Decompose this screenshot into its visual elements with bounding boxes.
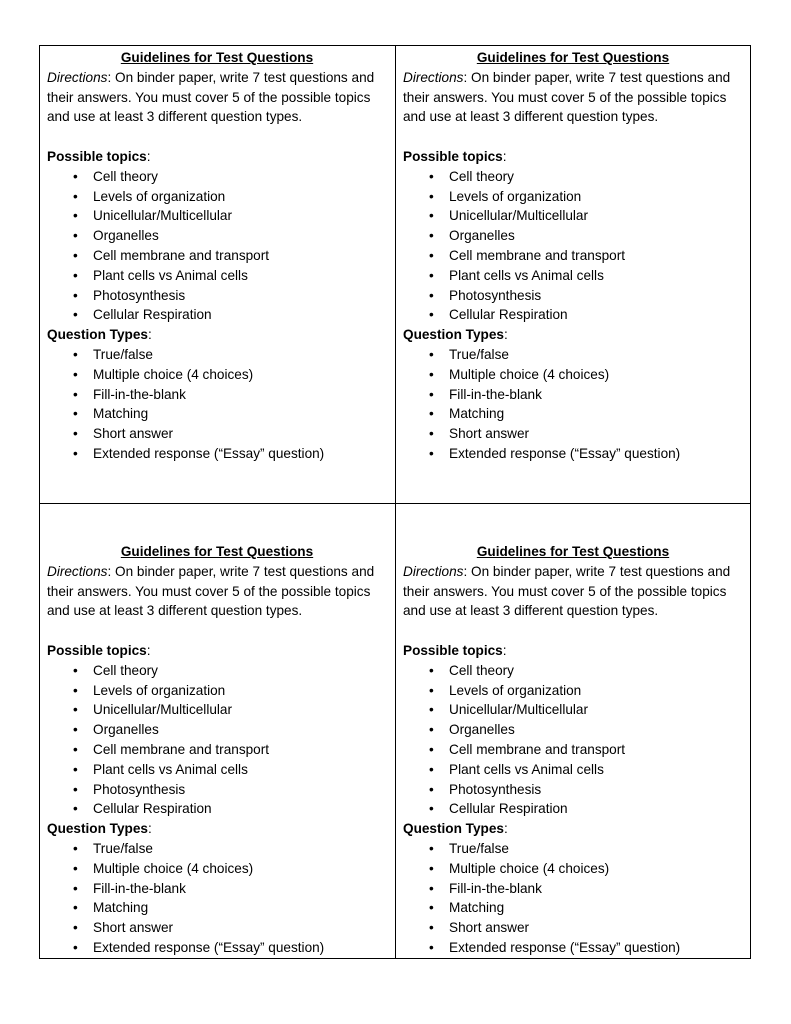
question-type-item	[403, 839, 743, 859]
directions-text: : On binder paper, write 7 test questions and their answers. You must cover 5 of the possible topics and use at least 3 different question types.	[47, 69, 375, 125]
bullet-icon: •	[73, 722, 78, 738]
question-type-item	[403, 424, 743, 444]
directions-label: Directions	[403, 69, 464, 85]
topics-heading	[403, 147, 743, 167]
question-types-list	[403, 839, 743, 958]
item-text: Short answer	[93, 426, 174, 442]
question-type-item	[47, 424, 387, 444]
bullet-icon: •	[429, 722, 434, 738]
question-type-item	[403, 938, 743, 958]
bullet-icon: •	[429, 287, 434, 303]
guideline-card	[47, 542, 387, 958]
item-text: Cell theory	[93, 662, 158, 678]
directions-paragraph	[403, 562, 743, 621]
item-text: Plant cells vs Animal cells	[93, 761, 248, 777]
bullet-icon: •	[429, 662, 434, 678]
topic-item	[403, 246, 743, 266]
bullet-icon: •	[73, 287, 78, 303]
question-types-heading	[47, 325, 387, 345]
guideline-card	[403, 542, 743, 958]
question-types-list	[47, 839, 387, 958]
item-text: Short answer	[93, 920, 174, 936]
question-types-heading	[403, 819, 743, 839]
item-text: Extended response (“Essay” question)	[449, 445, 681, 461]
bullet-icon: •	[73, 267, 78, 283]
topics-list	[403, 167, 743, 325]
topics-list	[47, 167, 387, 325]
item-text: Photosynthesis	[449, 287, 542, 303]
bullet-icon: •	[429, 801, 434, 817]
topics-list	[47, 661, 387, 819]
topic-item	[403, 780, 743, 800]
directions-text: : On binder paper, write 7 test questions and their answers. You must cover 5 of the possible topics and use at least 3 different question types.	[403, 69, 731, 125]
item-text: Matching	[449, 900, 505, 916]
bullet-icon: •	[73, 662, 78, 678]
item-text: Organelles	[93, 722, 159, 738]
topic-item	[403, 740, 743, 760]
topic-item	[403, 681, 743, 701]
question-type-item	[47, 918, 387, 938]
topics-heading	[403, 641, 743, 661]
topics-heading	[47, 641, 387, 661]
question-type-item	[403, 404, 743, 424]
bullet-icon: •	[73, 346, 78, 362]
item-text: Cell membrane and transport	[93, 741, 270, 757]
bullet-icon: •	[73, 426, 78, 442]
question-types-label: Question Types	[47, 821, 148, 837]
topics-label: Possible topics	[47, 642, 147, 658]
topics-list	[403, 661, 743, 819]
guideline-card	[47, 48, 387, 464]
question-type-item	[47, 839, 387, 859]
bullet-icon: •	[73, 939, 78, 955]
bullet-icon: •	[73, 702, 78, 718]
item-text: Multiple choice (4 choices)	[449, 366, 610, 382]
bullet-icon: •	[73, 840, 78, 856]
question-types-heading	[47, 819, 387, 839]
directions-label: Directions	[47, 69, 108, 85]
question-types-suffix: :	[147, 327, 152, 343]
bullet-icon: •	[429, 761, 434, 777]
question-type-item	[47, 898, 387, 918]
item-text: Photosynthesis	[93, 781, 186, 797]
item-text: Unicellular/Multicellular	[449, 208, 589, 224]
bullet-icon: •	[73, 761, 78, 777]
vertical-divider	[395, 46, 396, 958]
bullet-icon: •	[73, 741, 78, 757]
bullet-icon: •	[429, 168, 434, 184]
item-text: Matching	[449, 406, 505, 422]
bullet-icon: •	[73, 406, 78, 422]
topic-item	[403, 700, 743, 720]
bullet-icon: •	[429, 920, 434, 936]
question-type-item	[403, 345, 743, 365]
bullet-icon: •	[73, 682, 78, 698]
question-types-label: Question Types	[403, 821, 504, 837]
bullet-icon: •	[73, 781, 78, 797]
item-text: Cell membrane and transport	[93, 247, 270, 263]
question-type-item	[403, 918, 743, 938]
bullet-icon: •	[429, 939, 434, 955]
directions-paragraph	[47, 562, 387, 621]
bullet-icon: •	[73, 386, 78, 402]
topic-item	[47, 780, 387, 800]
card-title: Guidelines for Test Questions	[476, 50, 670, 65]
topic-item	[47, 226, 387, 246]
topic-item	[47, 799, 387, 819]
directions-text: : On binder paper, write 7 test questions and their answers. You must cover 5 of the possible topics and use at least 3 different question types.	[403, 563, 731, 619]
bullet-icon: •	[429, 682, 434, 698]
question-type-item	[47, 859, 387, 879]
question-type-item	[47, 879, 387, 899]
item-text: Extended response (“Essay” question)	[449, 939, 681, 955]
bullet-icon: •	[429, 307, 434, 323]
question-type-item	[403, 879, 743, 899]
bullet-icon: •	[429, 426, 434, 442]
item-text: Cellular Respiration	[93, 801, 212, 817]
item-text: Cell membrane and transport	[449, 247, 626, 263]
bullet-icon: •	[429, 702, 434, 718]
item-text: Photosynthesis	[93, 287, 186, 303]
item-text: Short answer	[449, 426, 530, 442]
bullet-icon: •	[73, 247, 78, 263]
topic-item	[47, 266, 387, 286]
bullet-icon: •	[429, 188, 434, 204]
item-text: Cell theory	[93, 168, 158, 184]
bullet-icon: •	[429, 406, 434, 422]
topic-item	[47, 167, 387, 187]
spacer	[403, 127, 743, 147]
item-text: Extended response (“Essay” question)	[93, 939, 325, 955]
topic-item	[403, 760, 743, 780]
topics-suffix: :	[146, 148, 151, 164]
topic-item	[403, 720, 743, 740]
item-text: Cell theory	[449, 168, 514, 184]
item-text: Cell theory	[449, 662, 514, 678]
question-type-item	[47, 938, 387, 958]
question-types-label: Question Types	[403, 327, 504, 343]
horizontal-divider	[40, 503, 750, 504]
topic-item	[403, 167, 743, 187]
question-type-item	[47, 365, 387, 385]
directions-paragraph	[403, 68, 743, 127]
topic-item	[47, 700, 387, 720]
bullet-icon: •	[429, 860, 434, 876]
item-text: Multiple choice (4 choices)	[93, 366, 254, 382]
bullet-icon: •	[73, 445, 78, 461]
topics-suffix: :	[502, 148, 507, 164]
topics-label: Possible topics	[403, 148, 503, 164]
item-text: Fill-in-the-blank	[93, 386, 186, 402]
bullet-icon: •	[73, 307, 78, 323]
bullet-icon: •	[429, 267, 434, 283]
topic-item	[403, 206, 743, 226]
item-text: Levels of organization	[93, 188, 226, 204]
directions-label: Directions	[47, 563, 108, 579]
bullet-icon: •	[73, 801, 78, 817]
topic-item	[47, 740, 387, 760]
topic-item	[47, 246, 387, 266]
item-text: True/false	[449, 346, 509, 362]
guideline-card	[403, 48, 743, 464]
question-types-label: Question Types	[47, 327, 148, 343]
item-text: Fill-in-the-blank	[449, 386, 542, 402]
topic-item	[403, 226, 743, 246]
topic-item	[403, 799, 743, 819]
topic-item	[47, 305, 387, 325]
bullet-icon: •	[429, 900, 434, 916]
item-text: Extended response (“Essay” question)	[93, 445, 325, 461]
item-text: True/false	[449, 840, 509, 856]
spacer	[47, 621, 387, 641]
bullet-icon: •	[429, 247, 434, 263]
item-text: Plant cells vs Animal cells	[449, 267, 604, 283]
bullet-icon: •	[429, 346, 434, 362]
directions-text: : On binder paper, write 7 test questions and their answers. You must cover 5 of the possible topics and use at least 3 different question types.	[47, 563, 375, 619]
topic-item	[403, 187, 743, 207]
item-text: Matching	[93, 900, 149, 916]
topics-heading	[47, 147, 387, 167]
topic-item	[47, 206, 387, 226]
item-text: Fill-in-the-blank	[93, 880, 186, 896]
topics-label: Possible topics	[403, 642, 503, 658]
topics-label: Possible topics	[47, 148, 147, 164]
topic-item	[403, 266, 743, 286]
item-text: Matching	[93, 406, 149, 422]
item-text: Cellular Respiration	[449, 801, 568, 817]
bullet-icon: •	[429, 880, 434, 896]
item-text: Cell membrane and transport	[449, 741, 626, 757]
bullet-icon: •	[429, 366, 434, 382]
bullet-icon: •	[73, 228, 78, 244]
topic-item	[403, 286, 743, 306]
question-type-item	[403, 898, 743, 918]
question-types-suffix: :	[503, 821, 508, 837]
question-type-item	[47, 444, 387, 464]
bullet-icon: •	[429, 781, 434, 797]
spacer	[47, 127, 387, 147]
directions-label: Directions	[403, 563, 464, 579]
topic-item	[403, 661, 743, 681]
topic-item	[47, 187, 387, 207]
question-types-list	[47, 345, 387, 464]
spacer	[403, 621, 743, 641]
item-text: Organelles	[449, 228, 515, 244]
bullet-icon: •	[73, 188, 78, 204]
item-text: Unicellular/Multicellular	[93, 208, 233, 224]
item-text: Plant cells vs Animal cells	[449, 761, 604, 777]
question-type-item	[47, 385, 387, 405]
bullet-icon: •	[73, 208, 78, 224]
item-text: Plant cells vs Animal cells	[93, 267, 248, 283]
item-text: Organelles	[93, 228, 159, 244]
item-text: Cellular Respiration	[93, 307, 212, 323]
topic-item	[47, 286, 387, 306]
guidelines-grid	[39, 45, 751, 959]
topics-suffix: :	[146, 642, 151, 658]
topic-item	[47, 720, 387, 740]
question-type-item	[47, 345, 387, 365]
card-title: Guidelines for Test Questions	[120, 50, 314, 65]
topic-item	[47, 661, 387, 681]
bullet-icon: •	[73, 366, 78, 382]
item-text: Multiple choice (4 choices)	[449, 860, 610, 876]
item-text: Fill-in-the-blank	[449, 880, 542, 896]
bullet-icon: •	[73, 920, 78, 936]
topic-item	[47, 760, 387, 780]
item-text: Levels of organization	[449, 682, 582, 698]
bullet-icon: •	[73, 860, 78, 876]
item-text: Unicellular/Multicellular	[449, 702, 589, 718]
bullet-icon: •	[73, 880, 78, 896]
item-text: Organelles	[449, 722, 515, 738]
topic-item	[47, 681, 387, 701]
question-types-suffix: :	[503, 327, 508, 343]
bullet-icon: •	[429, 386, 434, 402]
question-type-item	[403, 365, 743, 385]
item-text: True/false	[93, 346, 153, 362]
topics-suffix: :	[502, 642, 507, 658]
question-type-item	[403, 385, 743, 405]
item-text: Multiple choice (4 choices)	[93, 860, 254, 876]
item-text: Levels of organization	[93, 682, 226, 698]
topic-item	[403, 305, 743, 325]
bullet-icon: •	[429, 208, 434, 224]
item-text: Cellular Respiration	[449, 307, 568, 323]
bullet-icon: •	[73, 900, 78, 916]
bullet-icon: •	[73, 168, 78, 184]
item-text: Short answer	[449, 920, 530, 936]
bullet-icon: •	[429, 228, 434, 244]
item-text: Unicellular/Multicellular	[93, 702, 233, 718]
question-type-item	[403, 444, 743, 464]
item-text: Photosynthesis	[449, 781, 542, 797]
item-text: Levels of organization	[449, 188, 582, 204]
question-types-heading	[403, 325, 743, 345]
bullet-icon: •	[429, 840, 434, 856]
question-types-list	[403, 345, 743, 464]
item-text: True/false	[93, 840, 153, 856]
directions-paragraph	[47, 68, 387, 127]
card-title: Guidelines for Test Questions	[120, 544, 314, 559]
question-types-suffix: :	[147, 821, 152, 837]
question-type-item	[403, 859, 743, 879]
card-title: Guidelines for Test Questions	[476, 544, 670, 559]
bullet-icon: •	[429, 445, 434, 461]
bullet-icon: •	[429, 741, 434, 757]
question-type-item	[47, 404, 387, 424]
